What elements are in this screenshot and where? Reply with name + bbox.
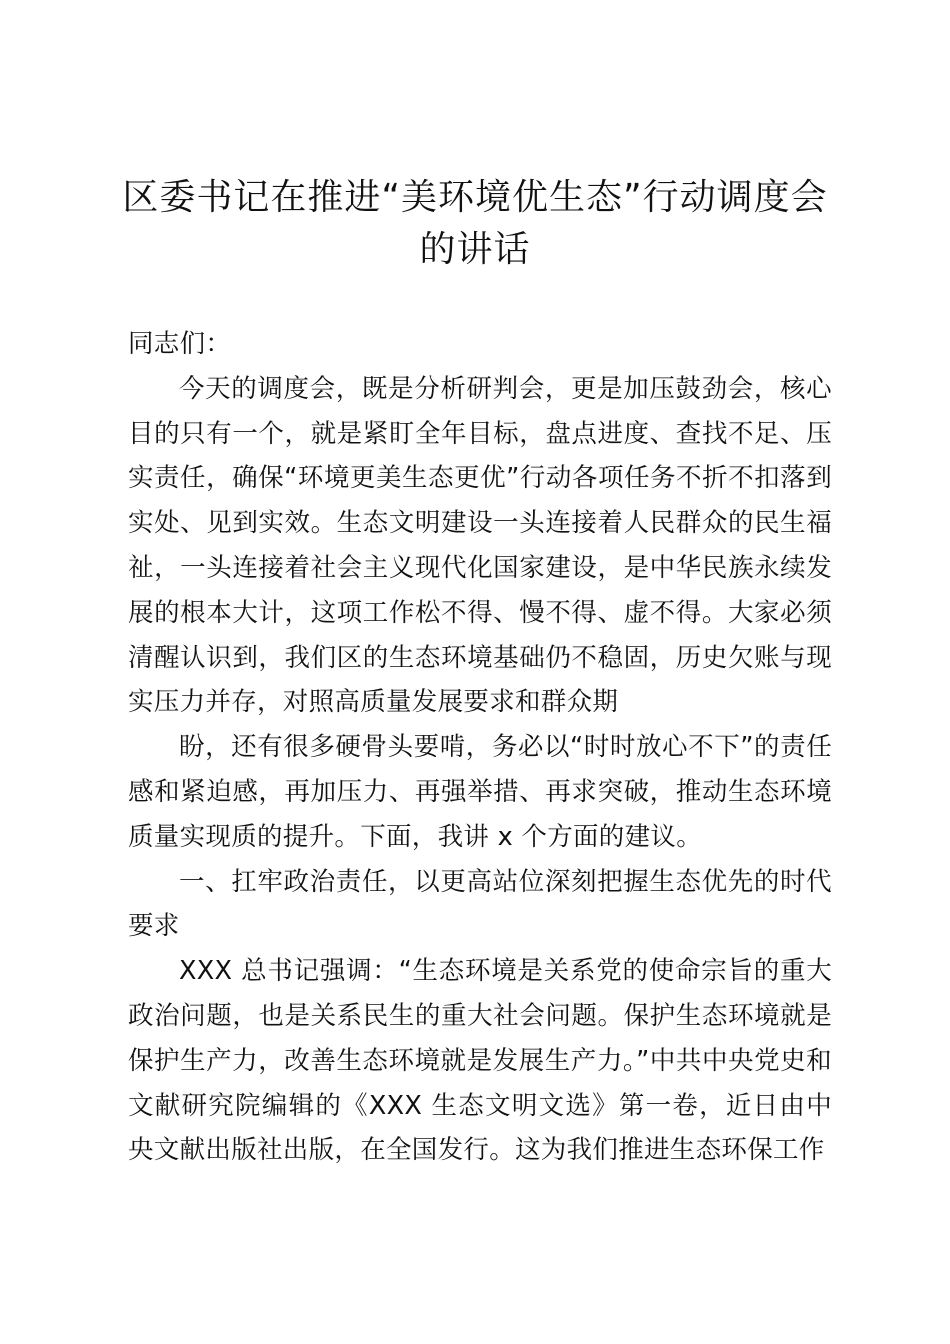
paragraph-intro: 今天的调度会，既是分析研判会，更是加压鼓劲会，核心目的只有一个，就是紧盯全年目标，盘点进度、查找不足、压实责任，确保“环境更美生态更优”行动各项任务不折不扣落到实处、见到实效。生态文明建设一头连接着人民群众的民生福祉，一头连接着社会主义现代化国家建设，是中华民族永续发展的根本大计，这项工作松不得、慢不得、虚不得。大家必须清醒认识到，我们区的生态环境基础仍不稳固，历史欠账与现实压力并存，对照高质量发展要求和群众期 — [128, 373, 832, 718]
paragraph-continuation: 盼，还有很多硬骨头要啃，务必以“时时放心不下”的责任感和紧迫感，再加压力、再强举措、再求突破，推动生态环境质量实现质的提升。下面，我讲 x 个方面的建议。 — [128, 732, 832, 852]
document-title: 区委书记在推进“美环境优生态”行动调度会的讲话 — [122, 177, 828, 270]
document-body — [128, 322, 832, 1173]
section-heading: 一、扛牢政治责任，以更高站位深刻把握生态优先的时代要求 — [128, 866, 832, 942]
salutation: 同志们： — [128, 329, 232, 359]
paragraph-quote: XXX 总书记强调：“生态环境是关系党的使命宗旨的重大政治问题，也是关系民生的重大社会问题。保护生态环境就是保护生产力，改善生态环境就是发展生产力。”中共中央党史和文献研究院编辑的《XXX 生态文明文选》第一卷，近日由中央文献出版社出版，在全国发行。这为我们推进生态环保工作 — [128, 956, 832, 1166]
